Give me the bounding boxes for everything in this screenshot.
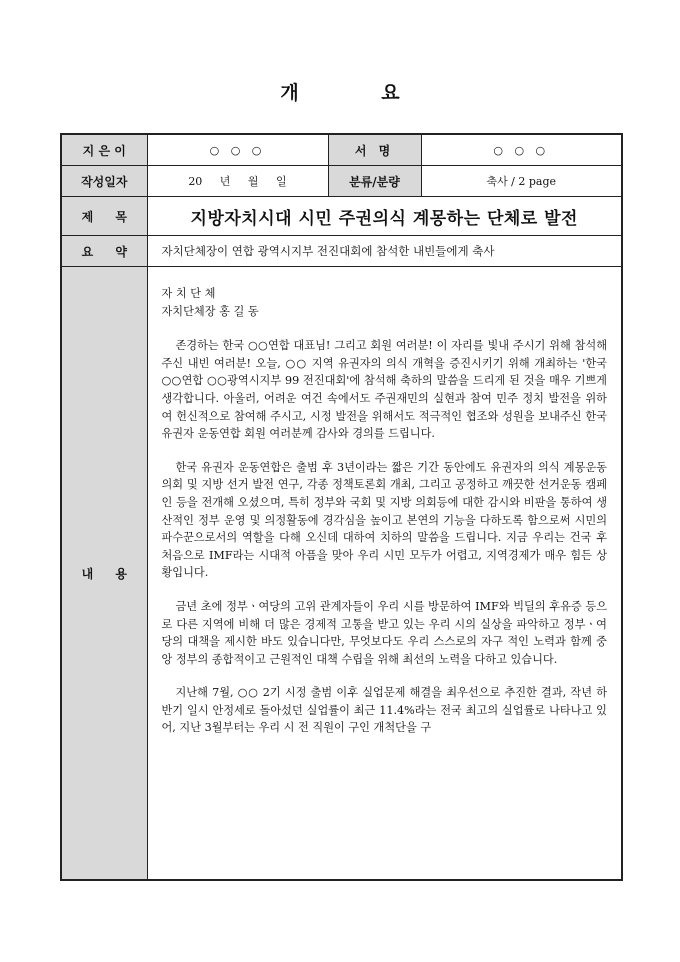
author-label: 지 은 이: [61, 134, 147, 166]
document-info-table: [60, 133, 623, 881]
paragraph: 금년 초에 정부ㆍ여당의 고위 관계자들이 우리 시를 방문하여 IMF와 빅딜의 후유증 등으로 다른 지역에 비해 더 많은 경제적 고통을 받고 있는 우리 시의 실상을 파악하고 정부ㆍ여당의 대책을 제시한 바도 있습니다만, 무엇보다도 우리 스스로의 자구 적인 노력과 함께 중앙 정부의 종합적이고 근원적인 대책 수립을 위해 최선의 노력을 다하고 있습니다.: [161, 599, 607, 666]
paragraph: 존경하는 한국 ○○연합 대표님! 그리고 회원 여러분! 이 자리를 빛내 주시기 위해 참석해 주신 내빈 여러분! 오늘, ○○ 지역 유권자의 의식 개혁을 증진시키기 위해 개최하는 '한국 ○○연합 ○○광역시지부 99 전진대회'에 참석해 축하의 말씀을 드리게 된 것을 매우 기쁘게 생각합니다. 아울러, 어려운 여건 속에서도 주권재민의 실현과 참여 민주 정치 발전을 위하여 헌신적으로 참여해 주시고, 시정 발전을 위해서도 적극적인 협조와 성원을 보내주신 한국 유권자 운동연합 회원 여러분께 감사와 경의를 드립니다.: [161, 339, 607, 441]
category-label: 분류/분량: [328, 166, 421, 197]
author-value: ○ ○ ○: [147, 134, 328, 166]
signature-value: ○ ○ ○: [421, 134, 622, 166]
content-cell: [147, 267, 622, 881]
page-title: 개 요: [280, 82, 438, 104]
sender-name: 자치단체장 홍 길 동: [161, 304, 259, 318]
sender-org: 자 치 단 체: [161, 287, 216, 300]
date-value: 20 년 월 일: [147, 166, 328, 197]
summary-label: 요 약: [61, 236, 147, 267]
paragraph: 지난해 7월, ○○ 2기 시정 출범 이후 실업문제 해결을 최우선으로 추진한 결과, 작년 하반기 일시 안정세로 돌아섰던 실업률이 최근 11.4%라는 전국 최고의 실업률로 나타나고 있어, 지난 3월부터는 우리 시 전 직원이 구인 개척단을 구: [161, 686, 607, 735]
content-label: 내 용: [61, 267, 147, 881]
subject-label: 제 목: [61, 197, 147, 236]
signature-label: 서 명: [328, 134, 421, 166]
content-body: [148, 267, 622, 737]
summary-value: 자치단체장이 연합 광역시지부 전진대회에 참석한 내빈들에게 축사: [147, 236, 622, 267]
date-label: 작성일자: [61, 166, 147, 197]
paragraph: 한국 유권자 운동연합은 출범 후 3년이라는 짧은 기간 동안에도 유권자의 의식 계몽운동 의회 및 지방 선거 발전 연구, 각종 정책토론회 개최, 그리고 공정하고 깨끗한 선거운동 캠페인 등을 전개해 오셨으며, 특히 정부와 국회 및 지방 의회등에 대한 감시와 비판을 통하여 생산적인 정부 운영 및 의정활동에 경각심을 높이고 본연의 기능을 다하도록 함으로써 시민의 파수꾼으로서의 역할을 다해 오신데 대하여 치하의 말씀을 드립니다. 지금 우리는 건국 후 처음으로 IMF라는 시대적 아픔을 맞아 우리 시민 모두가 어렵고, 지역경제가 매우 힘든 상황입니다.: [161, 460, 607, 580]
subject-value: 지방자치시대 시민 주권의식 계몽하는 단체로 발전: [147, 197, 622, 236]
category-value: 축사 / 2 page: [421, 166, 622, 197]
